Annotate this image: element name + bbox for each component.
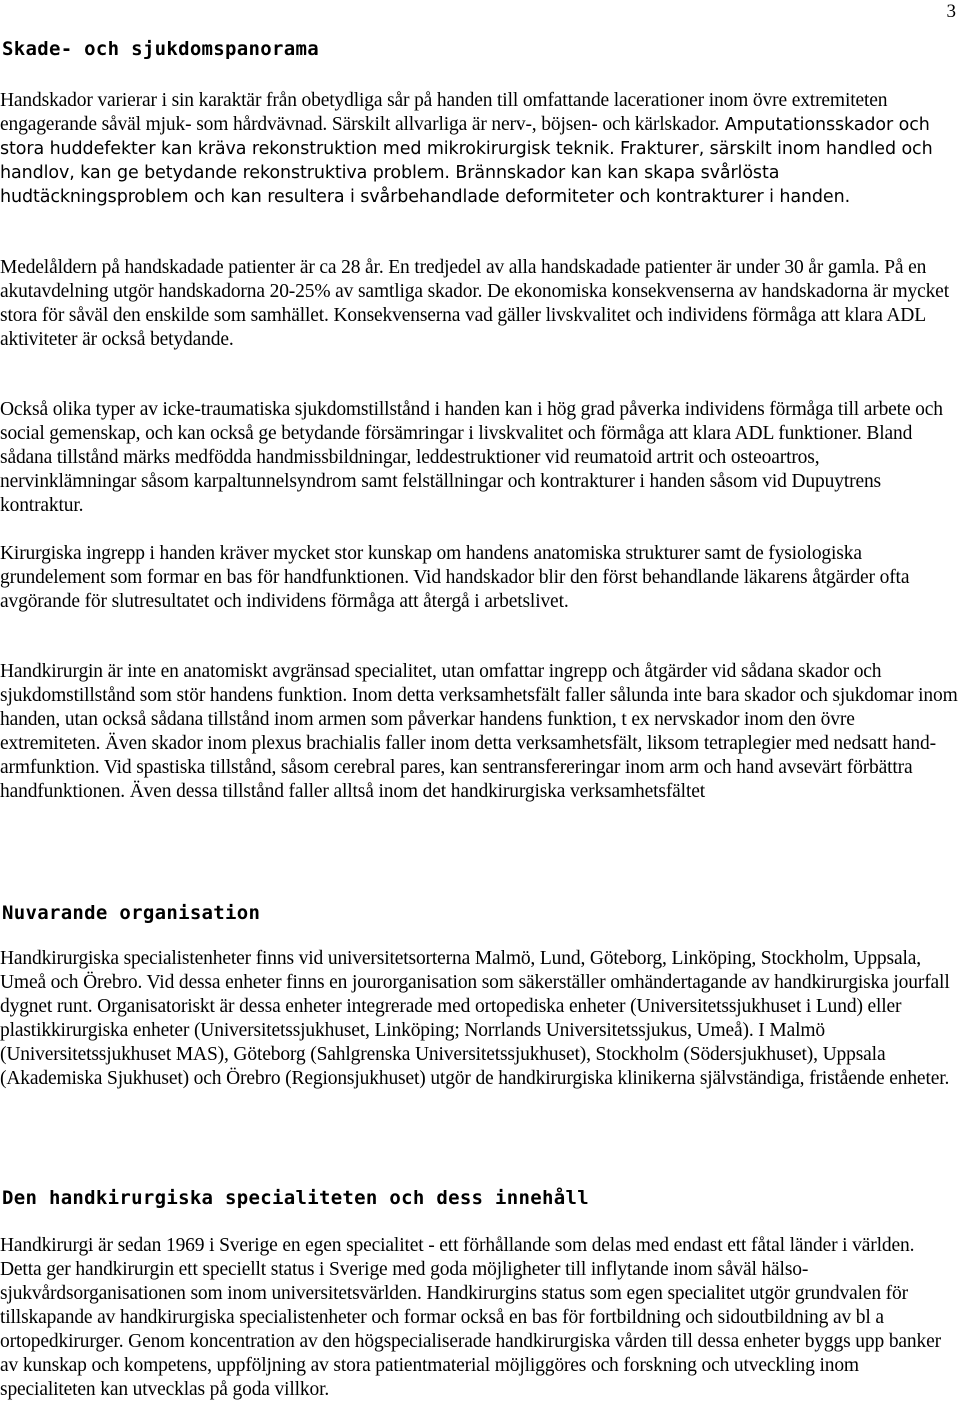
paragraph-organisation: Handkirurgiska specialistenheter finns vid universitetsorterna Malmö, Lund, Göteborg, Linköping, Stockholm, Uppsala, Umeå och Örebro. Vid dessa enheter finns en jourorganisation som säkerställer omhändertagande av handkirurgiska jourfall dygnet runt. Organisatoriskt är dessa enheter integrerade med ortopediska enheter (Universitetssjukhuset i Lund) eller plastikkirurgiska enheter (Universitetssjukhuset, Linköping; Norrlands Universitetssjukus, Umeå). I Malmö (Universitetssjukhuset MAS), Göteborg (Sahlgrenska Universitetssjukhuset), Stockholm (Södersjukhuset), Uppsala (Akademiska Sjukhuset) och Örebro (Regionsjukhuset) utgör de handkirurgiska klinikerna självständiga, fristående enheter. xyxy=(0,948,950,1089)
section-heading-specialiteten: Den handkirurgiska specialiteten och dess innehåll xyxy=(2,1187,589,1209)
section-heading-skade: Skade- och sjukdomspanorama xyxy=(2,38,319,60)
paragraph-handskador-part1: Handskador varierar i sin karaktär från obetydliga sår på handen till omfattande lacerationer inom övre extremiteten engagerande såväl mjuk- som hårdvävnad. Särskilt allvarliga är nerv-, böjsen- och kärlskador. xyxy=(0,90,888,135)
page-number: 3 xyxy=(946,1,956,22)
paragraph-handskador xyxy=(0,89,958,209)
section-heading-organisation: Nuvarande organisation xyxy=(2,902,261,924)
paragraph-handskador-part2: Amputationsskador och stora huddefekter kan kräva rekonstruktion med mikrokirurgisk teknik. Frakturer, särskilt inom handled och handlov, kan ge betydande rekonstruktiva problem. Brännskador kan kan skapa svårlösta hudtäckningsproblem och kan resultera i svårbehandlade deformiteter och kontrakturer i handen. xyxy=(0,115,933,207)
paragraph-medelaldern: Medelåldern på handskadade patienter är ca 28 år. En tredjedel av alla handskadade patienter är under 30 år gamla. På en akutavdelning utgör handskadorna 20-25% av samtliga skador. De ekonomiska konsekvenserna av handskadorna är mycket stora för såväl den enskilde som samhället. Konsekvenserna vad gäller livskvalitet och individens förmåga att klara ADL aktiviteter är också betydande. xyxy=(0,257,949,350)
paragraph-icke-traumatiska: Också olika typer av icke-traumatiska sjukdomstillstånd i handen kan i hög grad påverka individens förmåga till arbete och social gemenskap, och kan också ge betydande försämringar i livskvalitet och förmåga att klara ADL funktioner. Bland sådana tillstånd märks medfödda handmissbildningar, leddestruktioner vid reumatoid artrit och osteoartros, nervinklämningar såsom karpaltunnelsyndrom samt felställningar och kontrakturer i handen såsom vid Dupuytrens kontraktur. xyxy=(0,399,943,516)
paragraph-handkirurgin: Handkirurgin är inte en anatomiskt avgränsad specialitet, utan omfattar ingrepp och åtgärder vid sådana skador och sjukdomstillstånd som stör handens funktion. Inom detta verksamhetsfält faller sålunda inte bara skador och sjukdomar inom handen, utan också sådana tillstånd inom armen som påverkar handens funktion, t ex nervskador inom den övre extremiteten. Även skador inom plexus brachialis faller inom detta verksamhetsfält, liksom tetraplegier med nedsatt hand-armfunktion. Vid spastiska tillstånd, såsom cerebral pares, kan sentransfereringar inom arm och hand avsevärt förbättra handfunktionen. Även dessa tillstånd faller alltså inom det handkirurgiska verksamhetsfältet xyxy=(0,661,958,802)
paragraph-kirurgiska-ingrepp: Kirurgiska ingrepp i handen kräver mycket stor kunskap om handens anatomiska strukturer samt de fysiologiska grundelement som formar en bas för handfunktionen. Vid handskador blir den först behandlande läkarens åtgärder ofta avgörande för slutresultatet och individens förmåga att återgå i arbetslivet. xyxy=(0,543,910,612)
paragraph-specialiteten: Handkirurgi är sedan 1969 i Sverige en egen specialitet - ett förhållande som delas med endast ett fåtal länder i världen. Detta ger handkirurgin ett speciellt status i Sverige med goda möjligheter till inflytande inom såväl hälso-sjukvårdsorganisationen som inom universitetsvärlden. Handkirurgins status som egen specialitet utgör grundvalen för tillskapande av handkirurgiska specialistenheter och formar också en bas för fortbildning och sidoutbildning av bl a ortopedkirurger. Genom koncentration av den högspecialiserade handkirurgiska vården till dessa enheter byggs upp banker av kunskap och kompetens, uppföljning av stora patientmaterial möjliggöres och forskning och utveckling inom specialiteten kan utvecklas på goda villkor. xyxy=(0,1235,941,1400)
